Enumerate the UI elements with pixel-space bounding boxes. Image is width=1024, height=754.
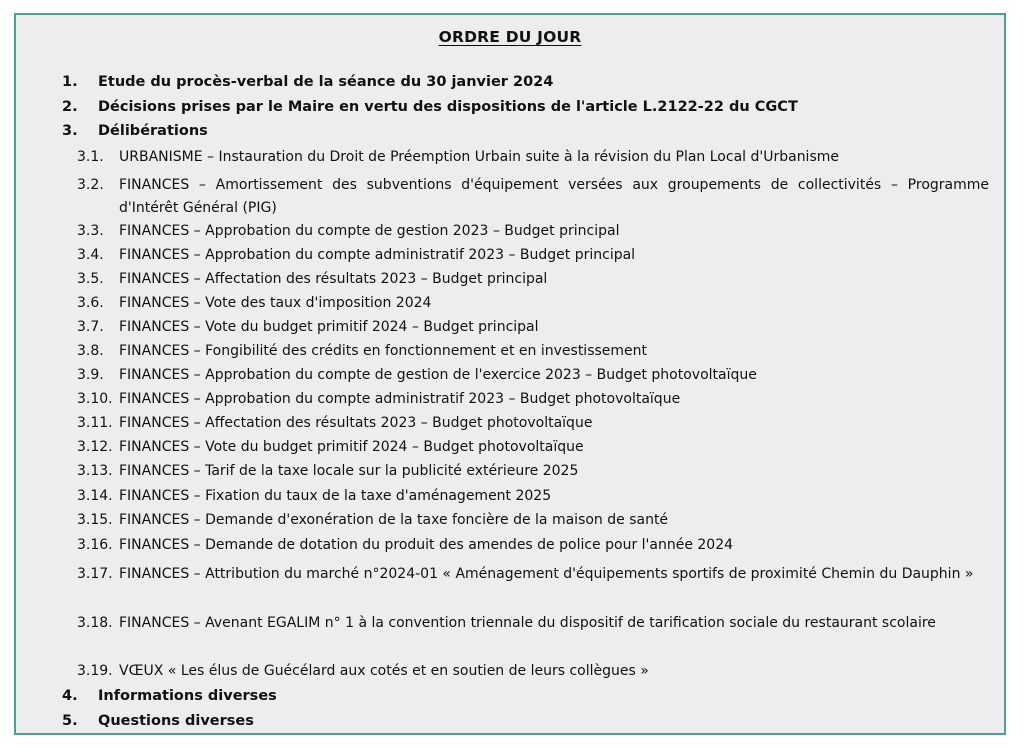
deliberation-number: 3.12. [77, 439, 113, 455]
deliberation-3-1 [77, 146, 989, 169]
deliberation-number: 3.6. [77, 295, 104, 311]
deliberation-3-13 [77, 460, 989, 483]
deliberation-number: 3.5. [77, 271, 104, 287]
agenda-title: ORDRE DU JOUR [438, 28, 582, 46]
deliberation-3-5 [77, 268, 989, 291]
deliberation-text: FINANCES – Tarif de la taxe locale sur la publicité extérieure 2025 [119, 463, 579, 479]
deliberation-3-8 [77, 340, 989, 363]
deliberation-3-19 [77, 660, 989, 683]
deliberation-text: VŒUX « Les élus de Guécélard aux cotés et en soutien de leurs collègues » [119, 663, 649, 679]
deliberation-number: 3.8. [77, 343, 104, 359]
deliberation-text: FINANCES – Vote des taux d'imposition 2024 [119, 295, 432, 311]
item-number: 1. [62, 74, 78, 90]
deliberation-number: 3.3. [77, 223, 104, 239]
deliberation-number: 3.10. [77, 391, 113, 407]
item-number: 2. [62, 99, 78, 115]
deliberation-3-3 [77, 220, 989, 243]
deliberation-number: 3.11. [77, 415, 113, 431]
deliberation-3-16 [77, 534, 989, 557]
deliberation-text: FINANCES – Approbation du compte de gestion de l'exercice 2023 – Budget photovoltaïque [119, 367, 757, 383]
deliberation-3-11 [77, 412, 989, 435]
item-text: Délibérations [98, 123, 208, 139]
item-number: 4. [62, 688, 78, 704]
item-number: 3. [62, 123, 78, 139]
deliberation-number: 3.1. [77, 149, 104, 165]
deliberation-number: 3.13. [77, 463, 113, 479]
deliberation-number: 3.4. [77, 247, 104, 263]
deliberation-text: FINANCES – Fongibilité des crédits en fonctionnement et en investissement [119, 343, 648, 359]
deliberation-3-15 [77, 509, 989, 532]
deliberation-text: FINANCES – Demande de dotation du produit des amendes de police pour l'année 2024 [119, 537, 734, 553]
deliberation-text: FINANCES – Approbation du compte administratif 2023 – Budget principal [119, 247, 636, 263]
item-text: Questions diverses [98, 713, 254, 729]
deliberation-text: FINANCES – Amortissement des subventions d'équipement versées aux groupements de collectivités – Programme d'Intérêt Général (PIG) [119, 177, 989, 216]
item-text: Décisions prises par le Maire en vertu des dispositions de l'article L.2122-22 du CGCT [98, 99, 798, 115]
deliberation-text: FINANCES – Fixation du taux de la taxe d'aménagement 2025 [119, 488, 552, 504]
deliberation-3-18 [77, 612, 989, 635]
deliberation-number: 3.9. [77, 367, 104, 383]
deliberation-number: 3.2. [77, 177, 104, 193]
deliberation-text: FINANCES – Approbation du compte administratif 2023 – Budget photovoltaïque [119, 391, 681, 407]
deliberation-3-17 [77, 563, 989, 586]
deliberation-text: FINANCES – Affectation des résultats 2023 – Budget principal [119, 271, 548, 287]
deliberation-number: 3.18. [77, 615, 113, 631]
deliberation-number: 3.16. [77, 537, 113, 553]
item-text: Informations diverses [98, 688, 277, 704]
deliberation-text: FINANCES – Affectation des résultats 2023 – Budget photovoltaïque [119, 415, 593, 431]
deliberation-3-10 [77, 388, 989, 411]
deliberation-text: FINANCES – Avenant EGALIM n° 1 à la convention triennale du dispositif de tarification sociale du restaurant scolaire [119, 615, 936, 631]
deliberation-text: FINANCES – Approbation du compte de gestion 2023 – Budget principal [119, 223, 620, 239]
deliberation-3-7 [77, 316, 989, 339]
deliberation-text: FINANCES – Vote du budget primitif 2024 – Budget photovoltaïque [119, 439, 584, 455]
deliberation-number: 3.19. [77, 663, 113, 679]
deliberation-3-9 [77, 364, 989, 387]
deliberation-number: 3.14. [77, 488, 113, 504]
deliberation-number: 3.15. [77, 512, 113, 528]
deliberation-number: 3.7. [77, 319, 104, 335]
deliberation-3-12 [77, 436, 989, 459]
item-text: Etude du procès-verbal de la séance du 30 janvier 2024 [98, 74, 554, 90]
deliberation-text: FINANCES – Attribution du marché n°2024-01 « Aménagement d'équipements sportifs de proximité Chemin du Dauphin » [119, 566, 974, 582]
deliberation-3-6 [77, 292, 989, 315]
deliberation-text: FINANCES – Demande d'exonération de la taxe foncière de la maison de santé [119, 512, 669, 528]
deliberation-3-14 [77, 485, 989, 508]
deliberation-text: FINANCES – Vote du budget primitif 2024 – Budget principal [119, 319, 539, 335]
deliberation-3-4 [77, 244, 989, 267]
agenda-document [14, 13, 1006, 735]
deliberation-number: 3.17. [77, 566, 113, 582]
item-number: 5. [62, 713, 78, 729]
deliberation-text: URBANISME – Instauration du Droit de Préemption Urbain suite à la révision du Plan Local d'Urbanisme [119, 149, 839, 165]
deliberation-3-2 [77, 174, 989, 220]
